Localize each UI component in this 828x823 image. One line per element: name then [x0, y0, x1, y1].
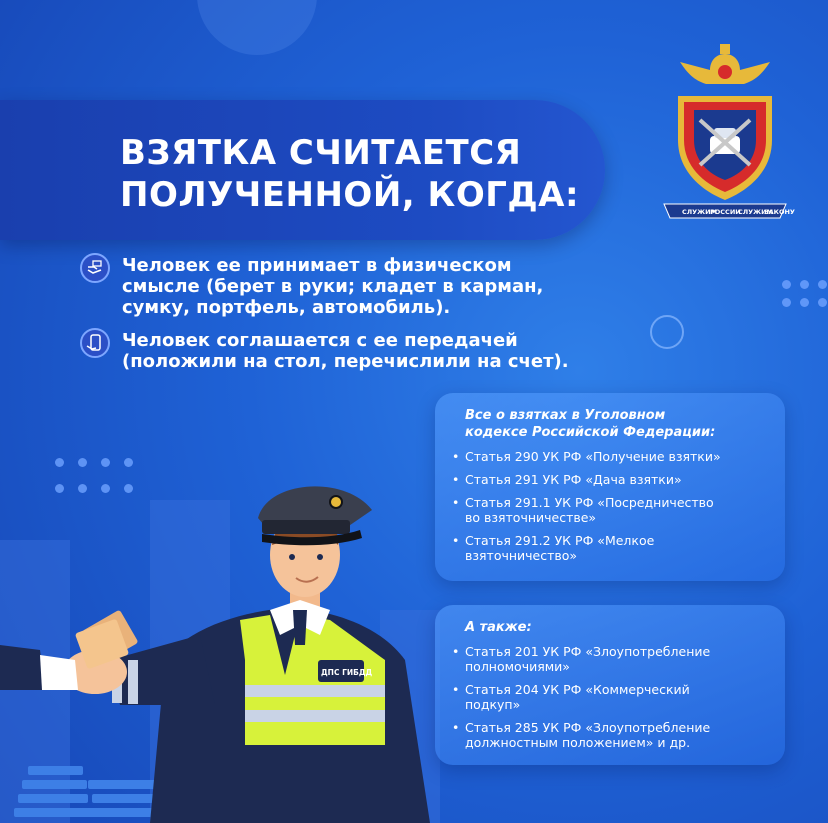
list-item — [465, 682, 769, 712]
deco-ring — [650, 315, 684, 349]
list-item — [465, 720, 769, 750]
emblem-ribbon-2: РОССИИ — [710, 208, 741, 216]
police-emblem-icon — [660, 40, 795, 230]
card-also-heading — [465, 619, 769, 636]
list-item-line: • Статья 285 УК РФ «Злоупотребление — [465, 720, 711, 735]
list-item — [465, 449, 769, 464]
card-also-heading-line-1: А также: — [465, 620, 532, 635]
list-item-line: • Статья 291.2 УК РФ «Мелкое — [465, 533, 655, 548]
officer-illustration — [0, 460, 440, 823]
bullet-2-line-2: (положили на стол, перечислили на счет). — [122, 351, 569, 372]
list-item — [465, 533, 769, 563]
title-line-1: ВЗЯТКА СЧИТАЕТСЯ — [120, 133, 522, 173]
card-also — [435, 605, 785, 765]
list-item — [465, 472, 769, 487]
list-item-line: • Статья 201 УК РФ «Злоупотребление — [465, 644, 711, 659]
bullet-1-line-2: смысле (берет в руки; кладет в карман, — [122, 276, 544, 297]
bullet-1-line-1: Человек ее принимает в физическом — [122, 255, 512, 276]
card-criminal-heading — [465, 407, 769, 441]
emblem-ribbon-3: СЛУЖИМ — [738, 208, 774, 216]
emblem-ribbon-1: СЛУЖИМ — [682, 208, 718, 216]
bullet-1-line-3: сумку, портфель, автомобиль). — [122, 297, 451, 318]
emblem-ribbon-4: ЗАКОНУ — [764, 208, 795, 216]
list-item-line: • Статья 290 УК РФ «Получение взятки» — [465, 449, 721, 464]
phone-transfer-icon — [80, 328, 110, 358]
list-item-line: во взяточничестве» — [465, 510, 597, 525]
card-criminal-heading-line-2: кодексе Российской Федерации: — [465, 425, 716, 440]
list-item-line: должностным положением» и др. — [465, 735, 691, 750]
list-item — [465, 495, 769, 525]
deco-circle-top — [197, 0, 317, 55]
list-item-line: взяточничество» — [465, 548, 578, 563]
list-item-line: • Статья 204 УК РФ «Коммерческий — [465, 682, 690, 697]
card-criminal-heading-line-1: Все о взятках в Уголовном — [465, 408, 666, 423]
list-item — [465, 644, 769, 674]
list-item-line: • Статья 291 УК РФ «Дача взятки» — [465, 472, 682, 487]
list-item-line: полномочиями» — [465, 659, 570, 674]
bullet-2-line-1: Человек соглашается с ее передачей — [122, 330, 518, 351]
list-item-line: подкуп» — [465, 697, 521, 712]
vest-badge-text: ДПС ГИБДД — [321, 668, 373, 677]
card-criminal-code — [435, 393, 785, 581]
title-line-2: ПОЛУЧЕННОЙ, КОГДА: — [120, 175, 580, 215]
list-item-line: • Статья 291.1 УК РФ «Посредничество — [465, 495, 714, 510]
hand-receiving-icon — [80, 253, 110, 283]
